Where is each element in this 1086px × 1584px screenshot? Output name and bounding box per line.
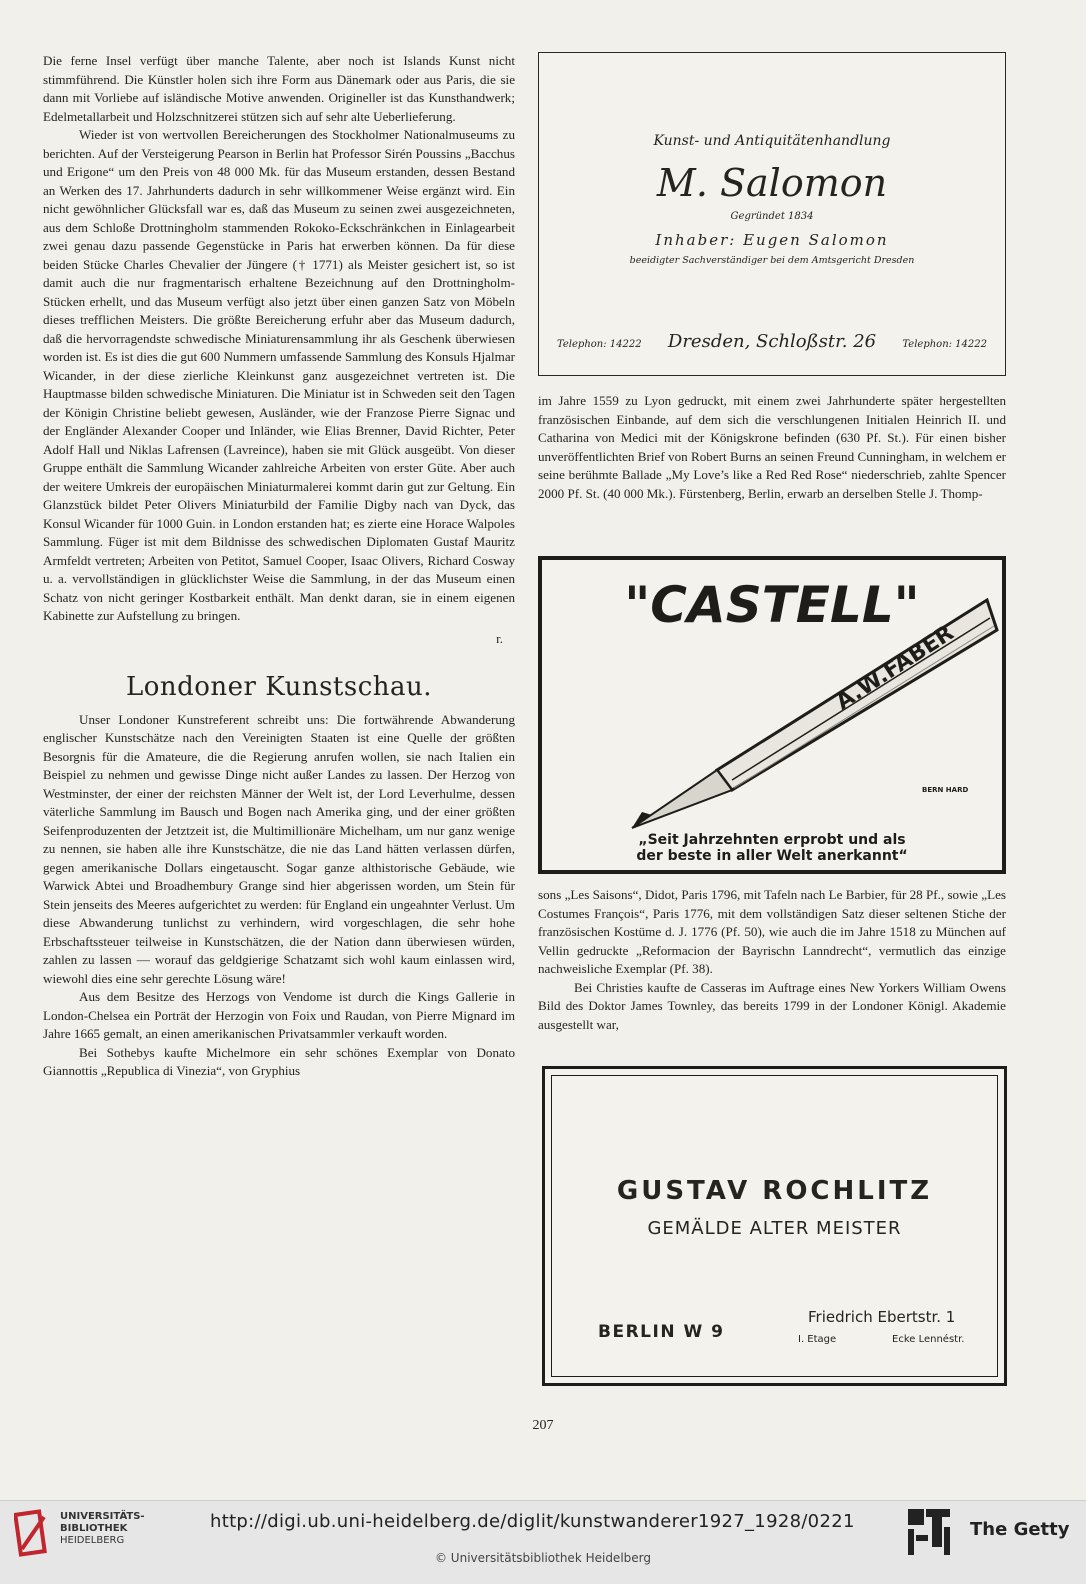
salomon-name: M. Salomon <box>656 161 888 205</box>
salomon-founded: Gegründet 1834 <box>730 211 814 222</box>
uni-name-line3: HEIDELBERG <box>60 1535 125 1546</box>
university-library-name[interactable] <box>60 1511 145 1547</box>
getty-name[interactable]: The Getty <box>970 1519 1070 1540</box>
rochlitz-name: GUSTAV ROCHLITZ <box>616 1176 933 1206</box>
page-number: 207 <box>532 1418 554 1433</box>
author-signature: r. <box>496 630 503 646</box>
paragraph-london-2: Aus dem Besitze des Herzogs von Vendome ist durch die Kings Gallerie in London-Chelsea ein Porträt der Herzogin von Foix und Raudan, von Pierre Mignard im Jahre 1665 gemalt, an einen amerikanischen Privatsammler verkauft worden. <box>43 989 515 1041</box>
salomon-telephone-left: Telephon: 14222 <box>557 339 642 350</box>
copyright-notice: © Universitätsbibliothek Heidelberg <box>434 1551 651 1565</box>
paragraph-london-3: Bei Sothebys kaufte Michelmore ein sehr schönes Exemplar von Donato Giannottis „Republica di Vinezia“, von Gryphius <box>43 1044 515 1078</box>
salomon-telephone-right: Telephon: 14222 <box>902 339 987 350</box>
castell-slogan-line2: der beste in aller Welt anerkannt“ <box>636 848 908 864</box>
viewer-footer <box>0 1500 1086 1584</box>
ad-castell <box>538 556 1006 874</box>
paragraph-auction-2: sons „Les Saisons“, Didot, Paris 1796, mit Tafeln nach Le Barbier, für 28 Pf., sowie „Les Costumes François“, Paris 1776, mit dem vollständigen Satz dieser seltenen Stiche der französischen Kostüme d. J. 1776 (Pf. 50), wie auch die im Jahre 1518 zu München auf Vellin gedruckte „Reformacion der Bayrischn Lanndrecht“, vermutlich das einzige nachweisliche Exemplar (Pf. 38). <box>538 887 1006 976</box>
castell-brand: "CASTELL" <box>624 576 920 634</box>
castell-illustration <box>542 560 1002 870</box>
paragraph-london-1: Unser Londoner Kunstreferent schreibt uns: Die fortwährende Abwanderung englischer Kunstschätze nach den Vereinigten Staaten ist eine Quelle der größten Besorgnis für die Amateure, die die Regierung anrufen wollen, sie nach Italien ein Beispiel zu nehmen und gewisse Dinge nicht außer Landes zu lassen. Der Herzog von Westminster, der einer der reichsten Männer der Welt ist, der Lord Leverhulme, dessen väterliche Sammlung im Bausch und Bogen nach Amerika ging, und der einer größten Seifenproduzenten der Jetztzeit ist, die Multimillionäre Michelham, um nur ganz wenige zu nennen, sie haben alle ihre Kunstschätze, die nie das Land hätten verlassen dürfen, gegen amerikanische Dollars eingetauscht. Sogar ganze althistorische Gebäude, wie Warwick Abtei und Broadhembury Grange sind hier abgerissen worden, um Stein für Stein jenseits des Meeres aufgerichtet zu werden: für England ein ungeahnter Verlust. Um diese Abwanderung tunlichst zu verhindern, wird vorgeschlagen, die sehr hohe Erbschaftssteuer teilweise in Kunstschätzen, die der Nation dann überwiesen würden, zahlen zu lassen — worauf das geldgierige Schatzamt sich wohl kaum einlassen wird, wiewohl dies eine sehr gerechte Lösung wäre! <box>43 711 515 986</box>
rochlitz-inner-frame <box>551 1075 998 1377</box>
ad-rochlitz <box>542 1066 1007 1386</box>
paragraph-auction-1: im Jahre 1559 zu Lyon gedruckt, mit einem zwei Jahrhunderte später hergestellten französischen Einbande, auf dem sich die verschlungenen Initialen Heinrich II. und Catharina von Medici mit der Königskrone befinden (630 Pf. St.). Für einen bisher unveröffentlichten Brief von Robert Burns an seinen Freund Cunningham, in welchem er seine berühmte Ballade „My Love’s like a Red Red Rose“ niederschrieb, zahlte Spencer 2000 Pf. St. (40 000 Mk.). Fürstenberg, Berlin, erwarb an derselben Stelle J. Thomp- <box>538 393 1006 501</box>
paragraph-stockholm: Wieder ist von wertvollen Bereicherungen des Stockholmer Nationalmuseums zu berichten. Auf der Versteigerung Pearson in Berlin hat Professor Sirén Poussins „Bacchus und Erigone“ um den Preis von 48 000 Mk. für das Museum erstanden, dessen Bestand an Werken des 17. Jahrhunderts dadurch in sehr willkommener Weise ergänzt wird. Ein nicht gewöhnlicher Glücksfall war es, daß das Museum zu seinen zwei ausgezeichneten, aus dem Schloße Drottningholm stammenden Rokoko-Eckschränkchen in Einlagearbeit zwei genau dazu passende Gegenstücke in Paris hat erwerben können. Da für diese beiden Stücke Charles Chevalier der Jüngere († 1771) als Meister gesichert ist, so ist damit auch die nur fragmentarisch erhaltene Bezeichnung auf den Drottningholm-Stücken erhellt, und das Museum verfügt also jetzt über einen ganzen Satz von Möbeln dieses trefflichen Meisters. Die größte Bereicherung erfuhr aber das Museum dadurch, daß die hervorragendste schwedische Miniaturensammlung ihr als Geschenk überwiesen worden ist. Es ist dies die gut 600 Nummern umfassende Sammlung des Konsuls Hjalmar Wicander, in der diese zierliche Kleinkunst ganz ausgezeichnet vertreten ist. Die Hauptmasse bilden schwedische Miniaturen. Die Miniatur ist in Schweden seit den Tagen der Königin Christine beliebt gewesen, Ausländer, wie der Franzose Pierre Signac und der Engländer Alexander Cooper und Inländer, wie Elias Brenner, David Richter, Peter Adolf Hall und Niklas Lafrensen (Lavreince), haben sie mit Glück ausgeübt. Von dieser Gruppe enthält die Sammlung Wicander zahlreiche Arbeiten von erster Güte. Aber auch der weitere Umkreis der europäischen Miniaturmalerei kommt darin gut zur Geltung. Ein Glanzstück bildet Peter Olivers Miniaturbild der Familie Digby nach van Dyck, das Konsul Wicander für 1000 Guin. in London erstanden hat; es zierte eine Horace Walpoles Sammlung. Füger ist mit dem Bildnisse des schwedischen Diplomaten Gustaf Mauritz Armfeldt vertreten; Arbeiten von Petitot, Samuel Cooper, Isaac Olivers, Richard Cosway u. a. vervollständigen in glücklichster Weise die Sammlung, in der das Museum einen Schatz von nicht geringer Kostbarkeit enthält. Man denkt daran, sie in einem eigenen Kabinette zur Aufstellung zu bringen. <box>43 127 515 623</box>
section-heading: Londoner Kunstschau. <box>125 672 433 702</box>
left-column <box>43 52 515 1081</box>
uni-name-line2: BIBLIOTHEK <box>60 1523 128 1534</box>
paragraph-iceland: Die ferne Insel verfügt über manche Talente, aber noch ist Islands Kunst nicht stimmführend. Die Künstler holen sich ihre Form aus Dänemark oder aus Paris, die sie dann mit Vorliebe auf isländische Motive anwenden. Origineller ist das Kunsthandwerk; Edelmetallarbeit und Holzschnitzerei stützen sich auf sehr alte Ueberlieferung. <box>43 53 515 124</box>
uni-name-line1: UNIVERSITÄTS- <box>60 1511 145 1522</box>
castell-artist-signature: BERN HARD <box>922 786 969 794</box>
rochlitz-corner: Ecke Lennéstr. <box>892 1334 965 1345</box>
salomon-contact-row <box>557 331 987 352</box>
castell-slogan-line1: „Seit Jahrzehnten erprobt und als <box>638 832 906 848</box>
rochlitz-city: BERLIN W 9 <box>598 1322 725 1342</box>
salomon-expert: beeidigter Sachverständiger bei dem Amtsgericht Dresden <box>629 255 915 266</box>
rochlitz-street: Friedrich Ebertstr. 1 <box>808 1308 956 1326</box>
castell-maker: A.W.FABER <box>831 620 959 716</box>
document-url-link[interactable]: http://digi.ub.uni-heidelberg.de/diglit/kunstwanderer1927_1928/0221 <box>210 1511 855 1532</box>
right-text-block-2 <box>538 886 1006 1034</box>
getty-logo-icon[interactable] <box>906 1507 952 1559</box>
salomon-business-type: Kunst- und Antiquitätenhandlung <box>653 133 891 149</box>
right-text-block-1 <box>538 392 1006 503</box>
ad-salomon <box>538 52 1006 376</box>
rochlitz-floor: I. Etage <box>798 1334 837 1345</box>
salomon-owner: Inhaber: Eugen Salomon <box>655 231 889 249</box>
rochlitz-subtitle: GEMÄLDE ALTER MEISTER <box>647 1218 902 1239</box>
salomon-address: Dresden, Schloßstr. 26 <box>667 331 877 352</box>
paragraph-auction-3: Bei Christies kaufte de Casseras im Auftrage eines New Yorkers William Owens Bild des Doktor James Townley, das bereits 1799 in der Londoner Königl. Akademie ausgestellt war, <box>538 979 1006 1032</box>
